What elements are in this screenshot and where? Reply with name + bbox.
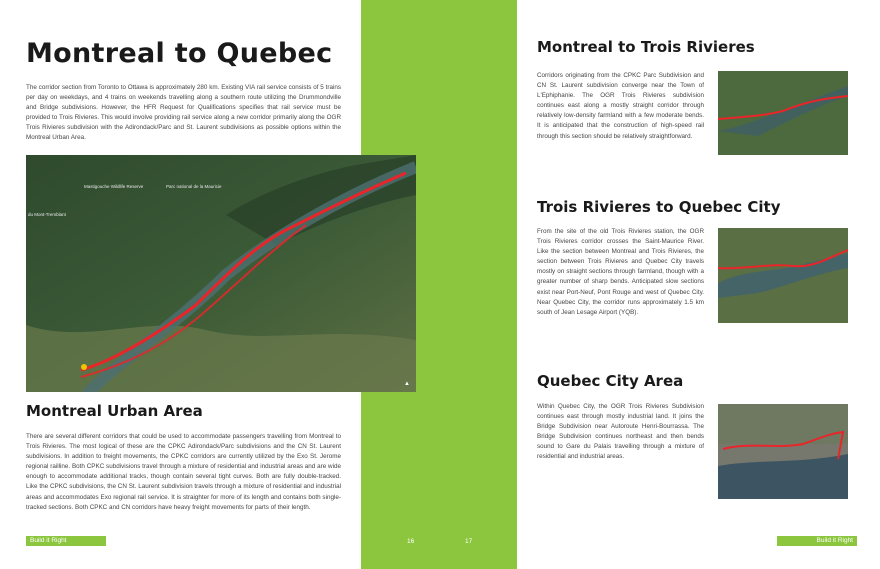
map-quebec-city-area (718, 404, 848, 499)
page-title: Montreal to Quebec (26, 38, 333, 69)
page-number-left: 16 (407, 538, 415, 545)
section-text-quebec-area: Within Quebec City, the OGR Trois Rivieres Subdivision continues east through mostly industrial land. It joins the Bridge Subdivision near Autoroute Henri-Bourrassa. The Bridge Subdivision continues northeast and then bends sound to Gare du Palais travelling through a mixture of residential and industrial areas. (537, 403, 704, 461)
map-label-mauricie: Parc national de la Mauricie (166, 184, 222, 189)
footer-tag-right: Build it Right (777, 536, 857, 546)
footer-tag-left: Build it Right (26, 536, 106, 546)
map-trois-rivieres-quebec (718, 228, 848, 323)
section-text-trois-rivieres: Corridors originating from the CPKC Parc Subdivision and CN St. Laurent subdivision converge near the Town of L'Ephiphanie. The OGR Trois Rivieres subdivision continues east along a mostly straight corridor through relatively low-density farmland with a few moderate bends. It is anticipated that the construction of high-speed rail through this section should be relatively straightforward. (537, 72, 704, 140)
svg-text:▲: ▲ (404, 381, 410, 387)
map-label-tremblant: du Mont-Tremblant (28, 212, 66, 217)
section-title-trois-rivieres: Montreal to Trois Rivieres (537, 38, 755, 56)
overview-map (26, 155, 416, 392)
section-title-quebec-city: Trois Rivieres to Quebec City (537, 198, 781, 216)
section-title-quebec-area: Quebec City Area (537, 372, 684, 390)
section-text-quebec-city: From the site of the old Trois Rivieres station, the OGR Trois Rivieres corridor crosses the Saint-Maurice River. Like the section between Montreal and Trois Rivieres, the section between Trois Rivieres and Quebec City travels mostly on straight sections through farmland, though with a greater number of sharp bends. Anticipated slow sections exist near Port-Neuf, Pont Rouge and west of Quebec City. Near Quebec City, the corridor runs approximately 1.5 km south of Jean Lesage Airport (YQB). (537, 228, 704, 316)
montreal-urban-paragraph: There are several different corridors that could be used to accommodate passengers travelling from Montreal to Trois Rivieres. The most logical of these are the CPKC Adirondack/Parc subdivisions and the CN St. Laurent subdivisions. In addition to freight movements, the CPKC corridors are currently utilized by the Exo St. Jerome regional railline. Both CPKC subdivisions travel through a mixture of residential and industrial areas and are wide enough to accommodate additional tracks, though contain several tight curves. Both are fully double-tracked. Like the CPKC subdivisions, the CN St. Laurent subdivision travels through a mixture of residential and industrial areas and accommodates Exo regional rail service. It is straighter for more of its length and contains both single-tracked sections. Both CPKC and CN corridors have heavy freight movements for parts of their length. (26, 433, 341, 511)
map-montreal-trois-rivieres (718, 71, 848, 155)
intro-paragraph: The corridor section from Toronto to Ottawa is approximately 280 km. Existing VIA rail service consists of 5 trains per day on weekdays, and 4 trains on weekends travelling along a southern route utilizing the Drummondville and Bridge subdivisions. However, the HFR Request for Qualifications specifies that rail service must be provided to Trois Rivieres. This would involve providing rail service along a new corridor primarily along the OGR Trois Rivieres subdivision with the Adirondack/Parc and St. Laurent subdivisions as possible options within the Montreal Urban Area. (26, 84, 341, 142)
section-title-montreal-urban: Montreal Urban Area (26, 402, 203, 420)
page-number-right: 17 (465, 538, 473, 545)
map-label-mastigouche: Mastigouche Wildlife Reserve (84, 184, 144, 189)
